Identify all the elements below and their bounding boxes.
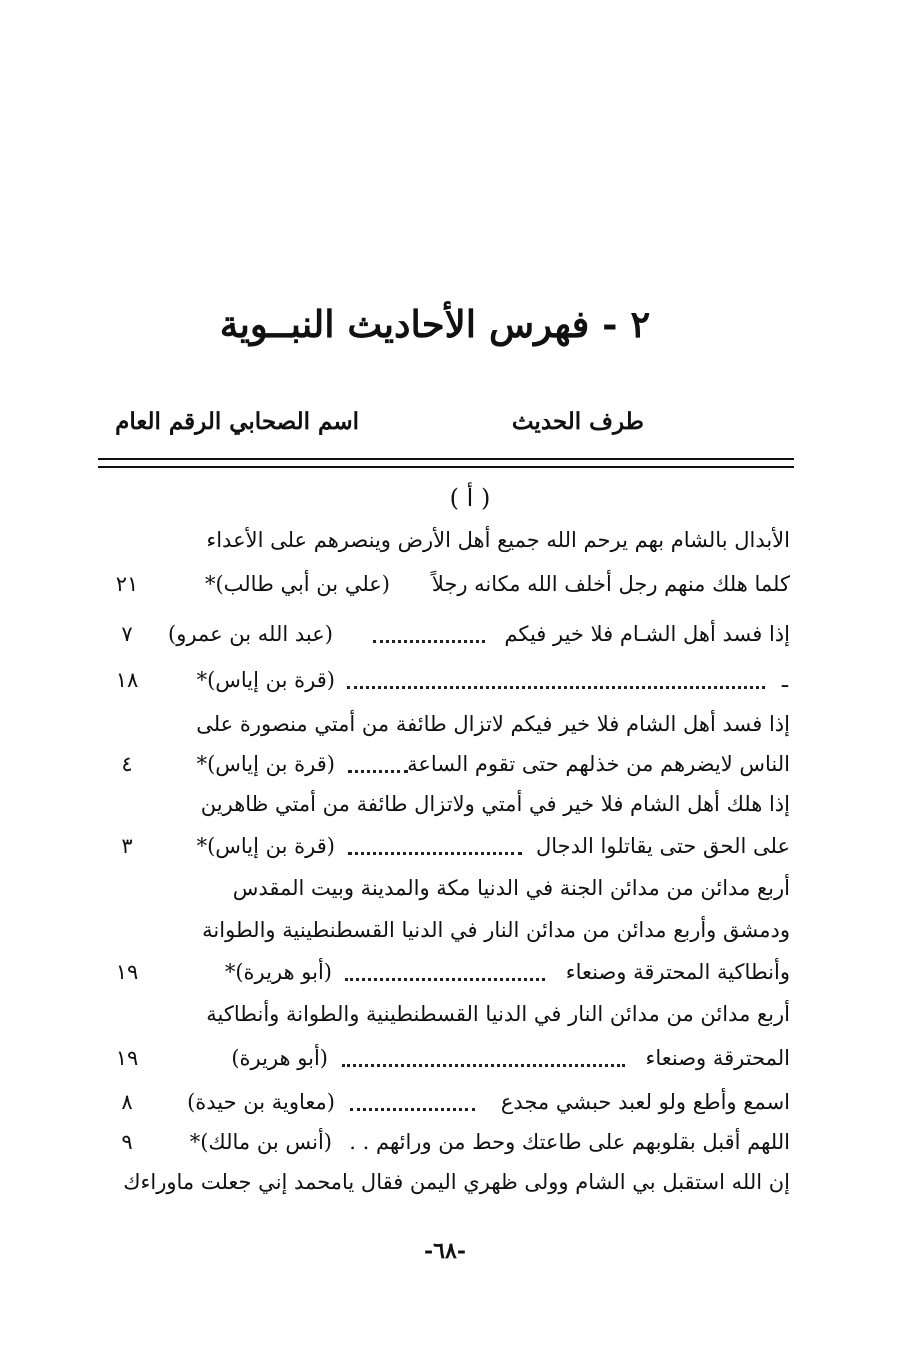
hadith-text: إذا فسد أهل الشـام فلا خير فيكم	[504, 622, 790, 646]
dot-leader	[373, 640, 485, 643]
index-row	[98, 954, 790, 990]
section-letter: ( أ )	[449, 484, 491, 512]
page-title: ٢ - فهرس الأحاديث النبــوية	[219, 302, 651, 346]
index-row	[98, 828, 790, 864]
dot-leader	[345, 978, 545, 981]
companion-name: (أبو هريرة)*	[224, 960, 332, 984]
hadith-line: إذا هلك أهل الشام فلا خير في أمتي ولاتزال طائفة من أمتي ظاهرين	[200, 792, 790, 816]
column-header-hadith: طرف الحديث	[511, 408, 644, 435]
header-rule-top	[98, 458, 794, 460]
hadith-text: كلما هلك منهم رجل أخلف الله مكانه رجلاً	[431, 572, 790, 596]
hadith-text: وأنطاكية المحترقة وصنعاء	[565, 960, 790, 984]
general-number: ٧	[121, 622, 133, 646]
hadith-text: على الحق حتى يقاتلوا الدجال	[535, 834, 790, 858]
companion-name: (أبو هريرة)	[231, 1046, 328, 1070]
companion-name: (عبد الله بن عمرو)	[168, 622, 333, 646]
companion-name: (معاوية بن حيدة)	[187, 1090, 335, 1114]
hadith-line: الأبدال بالشام بهم يرحم الله جميع أهل الأرض وينصرهم على الأعداء	[206, 528, 790, 552]
hadith-text: اللهم أقبل بقلوبهم على طاعتك وحط من ورائهم . .	[349, 1130, 790, 1154]
general-number: ١٩	[115, 960, 139, 984]
index-row	[98, 566, 790, 602]
dot-leader	[348, 852, 522, 855]
header-rule-bottom	[98, 466, 794, 468]
hadith-line: ودمشق وأربع مدائن من مدائن النار في الدنيا القسطنطينية والطوانة	[202, 918, 790, 942]
index-row	[98, 616, 790, 652]
index-row	[98, 1084, 790, 1120]
general-number: ٨	[121, 1090, 133, 1114]
general-number: ٢١	[115, 572, 139, 596]
companion-name: (علي بن أبي طالب)*	[204, 572, 390, 596]
dot-leader	[350, 1108, 475, 1111]
index-row	[98, 1124, 790, 1160]
dot-leader	[342, 1064, 625, 1067]
hadith-text: اسمع وأطع ولو لعبد حبشي مجدع	[500, 1090, 790, 1114]
index-row	[98, 1040, 790, 1076]
index-row	[98, 662, 790, 698]
companion-name: (قرة بن إياس)*	[196, 834, 335, 858]
companion-name: (قرة بن إياس)*	[196, 668, 335, 692]
hadith-line: إذا فسد أهل الشام فلا خير فيكم لاتزال طائفة من أمتي منصورة على	[196, 712, 790, 736]
hadith-text: الناس لايضرهم من خذلهم حتى تقوم الساعة	[407, 752, 790, 776]
general-number: ٤	[121, 752, 133, 776]
index-row	[98, 746, 790, 782]
general-number: ٣	[121, 834, 133, 858]
companion-name: (قرة بن إياس)*	[196, 752, 335, 776]
general-number: ١٩	[115, 1046, 139, 1070]
hadith-text: ـ	[781, 668, 788, 692]
general-number: ٩	[121, 1130, 133, 1154]
hadith-line: أربع مدائن من مدائن النار في الدنيا القسطنطينية والطوانة وأنطاكية	[206, 1002, 790, 1026]
general-number: ١٨	[115, 668, 139, 692]
hadith-text: المحترقة وصنعاء	[645, 1046, 790, 1070]
companion-name: (أنس بن مالك)*	[189, 1130, 332, 1154]
column-header-companion-number: اسم الصحابي الرقم العام	[115, 408, 359, 435]
dot-leader	[348, 770, 408, 773]
hadith-line: أربع مدائن من مدائن الجنة في الدنيا مكة والمدينة وبيت المقدس	[232, 876, 790, 900]
dot-leader	[347, 686, 765, 689]
hadith-line: إن الله استقبل بي الشام وولى ظهري اليمن فقال يامحمد إني جعلت ماوراءك	[123, 1170, 790, 1194]
page-number: -٦٨-	[424, 1238, 466, 1264]
